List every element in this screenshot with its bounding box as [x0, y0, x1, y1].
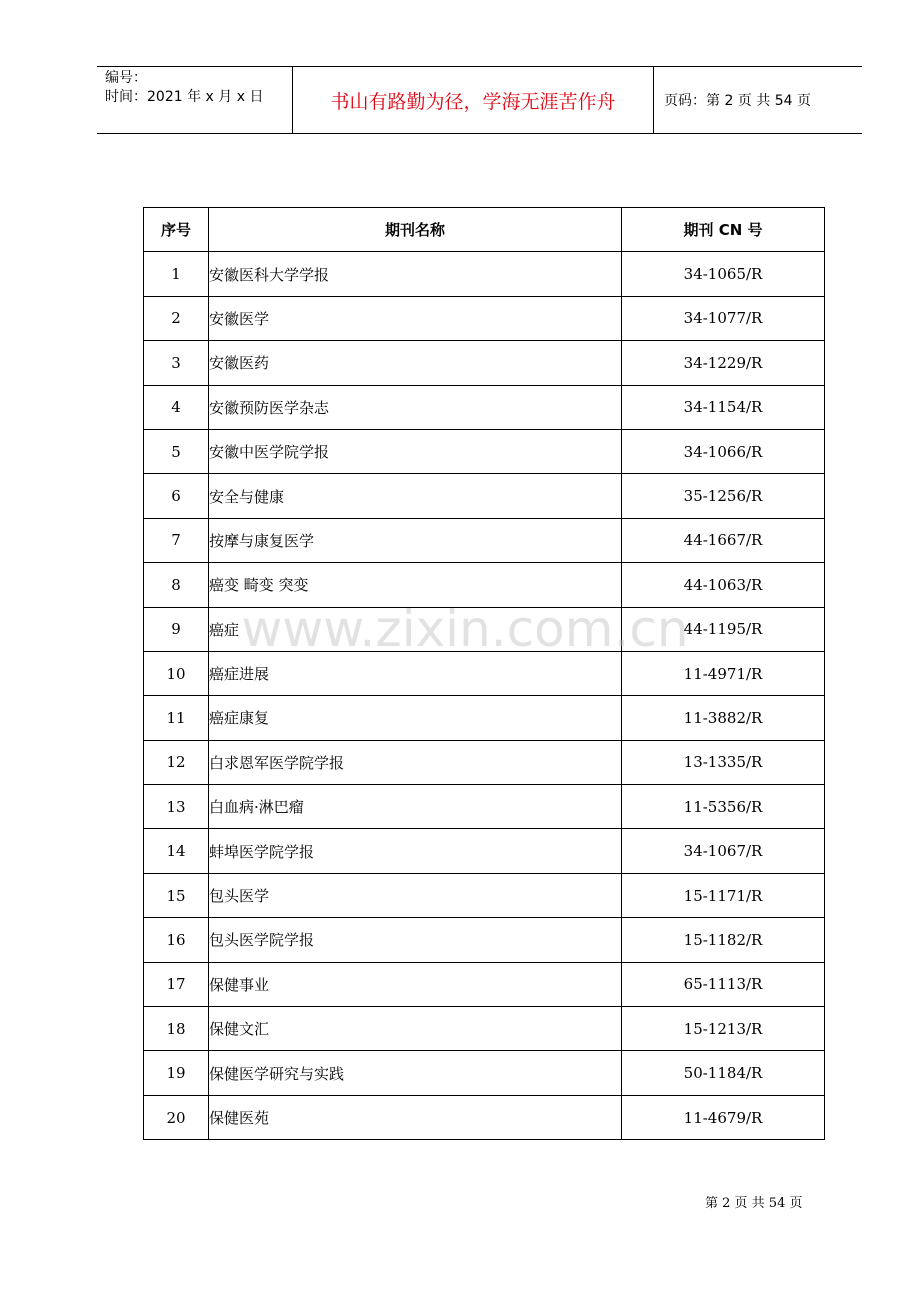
table-row [144, 341, 825, 385]
row-serial-number: 9 [144, 607, 209, 651]
table-row [144, 607, 825, 651]
row-serial-number: 8 [144, 563, 209, 607]
row-cn-number: 11-5356/R [622, 785, 825, 829]
row-journal-name: 安徽医科大学学报 [209, 252, 622, 296]
table-body [144, 252, 825, 1140]
page-header [97, 66, 862, 134]
row-cn-number: 11-3882/R [622, 696, 825, 740]
row-journal-name: 包头医学院学报 [209, 918, 622, 962]
document-number-label: 编号： [105, 70, 147, 86]
row-cn-number: 34-1077/R [622, 296, 825, 340]
row-cn-number: 15-1213/R [622, 1007, 825, 1051]
row-serial-number: 10 [144, 651, 209, 695]
row-serial-number: 3 [144, 341, 209, 385]
row-serial-number: 19 [144, 1051, 209, 1095]
row-journal-name: 白血病·淋巴瘤 [209, 785, 622, 829]
table-row [144, 740, 825, 784]
row-cn-number: 35-1256/R [622, 474, 825, 518]
table-row [144, 696, 825, 740]
row-cn-number: 13-1335/R [622, 740, 825, 784]
row-journal-name: 蚌埠医学院学报 [209, 829, 622, 873]
header-meta [97, 67, 293, 133]
table-row [144, 296, 825, 340]
page-footer: 第 2 页 共 54 页 [705, 1196, 803, 1211]
row-serial-number: 17 [144, 962, 209, 1006]
row-serial-number: 4 [144, 385, 209, 429]
table-row [144, 962, 825, 1006]
table-row [144, 563, 825, 607]
table-row [144, 429, 825, 473]
row-journal-name: 安徽预防医学杂志 [209, 385, 622, 429]
row-serial-number: 2 [144, 296, 209, 340]
row-cn-number: 34-1229/R [622, 341, 825, 385]
row-serial-number: 7 [144, 518, 209, 562]
row-serial-number: 5 [144, 429, 209, 473]
row-journal-name: 包头医学 [209, 873, 622, 917]
row-serial-number: 16 [144, 918, 209, 962]
row-journal-name: 保健医苑 [209, 1095, 622, 1139]
row-cn-number: 15-1171/R [622, 873, 825, 917]
table-row [144, 918, 825, 962]
row-cn-number: 44-1667/R [622, 518, 825, 562]
header-cn-number: 期刊 CN 号 [622, 208, 825, 252]
row-cn-number: 11-4971/R [622, 651, 825, 695]
row-serial-number: 18 [144, 1007, 209, 1051]
table-row [144, 385, 825, 429]
table-row [144, 785, 825, 829]
row-serial-number: 12 [144, 740, 209, 784]
row-cn-number: 44-1195/R [622, 607, 825, 651]
journal-table [143, 207, 825, 1140]
header-journal-name: 期刊名称 [209, 208, 622, 252]
table-header-row [144, 208, 825, 252]
row-journal-name: 癌变 畸变 突变 [209, 563, 622, 607]
row-serial-number: 6 [144, 474, 209, 518]
row-cn-number: 15-1182/R [622, 918, 825, 962]
document-time-label: 时间：2021 年 x 月 x 日 [105, 89, 264, 105]
row-journal-name: 保健医学研究与实践 [209, 1051, 622, 1095]
row-cn-number: 34-1067/R [622, 829, 825, 873]
table-row [144, 252, 825, 296]
row-cn-number: 34-1066/R [622, 429, 825, 473]
row-cn-number: 34-1154/R [622, 385, 825, 429]
row-serial-number: 13 [144, 785, 209, 829]
row-serial-number: 15 [144, 873, 209, 917]
row-journal-name: 安徽医药 [209, 341, 622, 385]
row-serial-number: 14 [144, 829, 209, 873]
table-row [144, 1007, 825, 1051]
row-serial-number: 20 [144, 1095, 209, 1139]
table-row [144, 873, 825, 917]
header-page-info: 页码：第 2 页 共 54 页 [664, 93, 811, 109]
row-cn-number: 11-4679/R [622, 1095, 825, 1139]
header-motto: 书山有路勤为径，学海无涯苦作舟 [293, 67, 654, 133]
row-serial-number: 11 [144, 696, 209, 740]
row-cn-number: 44-1063/R [622, 563, 825, 607]
table-row [144, 829, 825, 873]
row-cn-number: 65-1113/R [622, 962, 825, 1006]
table-row [144, 518, 825, 562]
row-journal-name: 按摩与康复医学 [209, 518, 622, 562]
table-row [144, 651, 825, 695]
row-journal-name: 癌症进展 [209, 651, 622, 695]
row-journal-name: 癌症 [209, 607, 622, 651]
row-journal-name: 安全与健康 [209, 474, 622, 518]
header-serial-number: 序号 [144, 208, 209, 252]
table-row [144, 474, 825, 518]
table-row [144, 1095, 825, 1139]
row-journal-name: 安徽医学 [209, 296, 622, 340]
row-journal-name: 安徽中医学院学报 [209, 429, 622, 473]
row-cn-number: 50-1184/R [622, 1051, 825, 1095]
row-journal-name: 保健文汇 [209, 1007, 622, 1051]
row-cn-number: 34-1065/R [622, 252, 825, 296]
watermark: www.zixin.com.cn [241, 600, 689, 658]
row-journal-name: 保健事业 [209, 962, 622, 1006]
table-row [144, 1051, 825, 1095]
row-serial-number: 1 [144, 252, 209, 296]
row-journal-name: 白求恩军医学院学报 [209, 740, 622, 784]
row-journal-name: 癌症康复 [209, 696, 622, 740]
